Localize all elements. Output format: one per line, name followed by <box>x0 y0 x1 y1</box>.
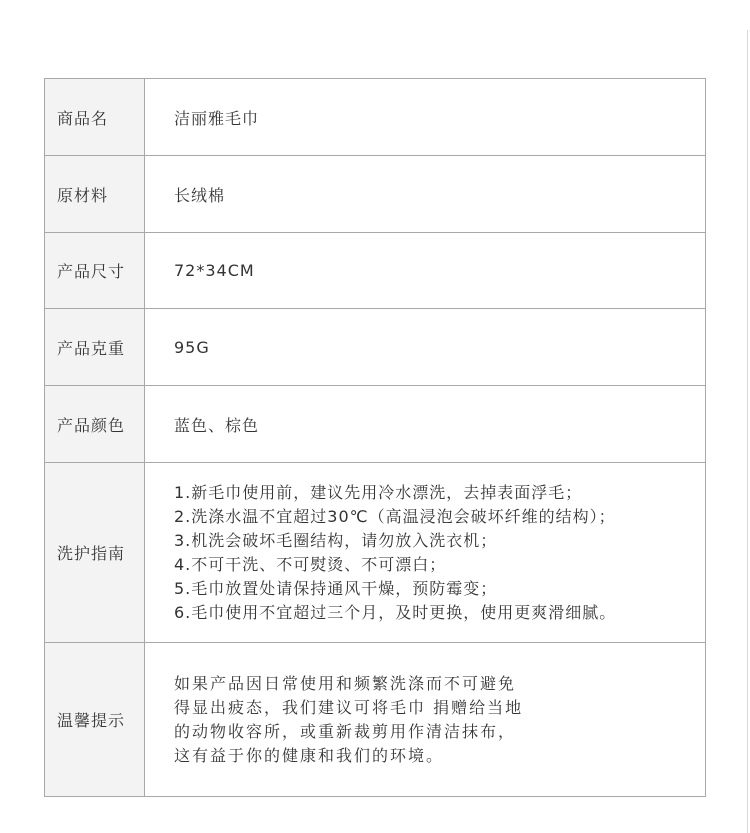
row-label: 商品名 <box>45 79 145 156</box>
tip-line: 的动物收容所，或重新裁剪用作清洁抹布， <box>174 721 517 741</box>
row-value: 95G <box>145 309 706 386</box>
care-line: 4.不可干洗、不可熨烫、不可漂白； <box>174 554 447 574</box>
row-value: 长绒棉 <box>145 156 706 233</box>
tip-line: 如果产品因日常使用和频繁洗涤而不可避免 <box>174 673 517 693</box>
table-row <box>45 79 706 156</box>
tip-line: 得显出疲态，我们建议可将毛巾 捐赠给当地 <box>174 697 524 717</box>
product-spec-table <box>44 78 706 797</box>
row-value: 蓝色、棕色 <box>145 386 706 463</box>
care-guide-label: 洗护指南 <box>45 463 145 643</box>
row-value: 72*34CM <box>145 233 706 309</box>
table-row <box>45 309 706 386</box>
row-label: 产品颜色 <box>45 386 145 463</box>
row-value: 洁丽雅毛巾 <box>145 79 706 156</box>
care-line: 6.毛巾使用不宜超过三个月，及时更换，使用更爽滑细腻。 <box>174 602 617 622</box>
care-line: 5.毛巾放置处请保持通风干燥，预防霉变； <box>174 578 498 598</box>
care-line: 1.新毛巾使用前，建议先用冷水漂洗，去掉表面浮毛； <box>174 482 583 502</box>
tip-line: 这有益于你的健康和我们的环境。 <box>174 745 445 765</box>
table-row <box>45 233 706 309</box>
care-line: 2.洗涤水温不宜超过30℃（高温浸泡会破坏纤维的结构）； <box>174 506 616 526</box>
row-label: 原材料 <box>45 156 145 233</box>
right-edge-divider <box>747 30 748 833</box>
row-label: 产品尺寸 <box>45 233 145 309</box>
table-row <box>45 156 706 233</box>
care-guide-row <box>45 463 706 643</box>
warm-tip-row <box>45 643 706 797</box>
table-row <box>45 386 706 463</box>
care-line: 3.机洗会破坏毛圈结构，请勿放入洗衣机； <box>174 530 498 550</box>
warm-tip-label: 温馨提示 <box>45 643 145 797</box>
care-guide-content <box>145 463 706 643</box>
row-label: 产品克重 <box>45 309 145 386</box>
warm-tip-content <box>145 643 706 797</box>
